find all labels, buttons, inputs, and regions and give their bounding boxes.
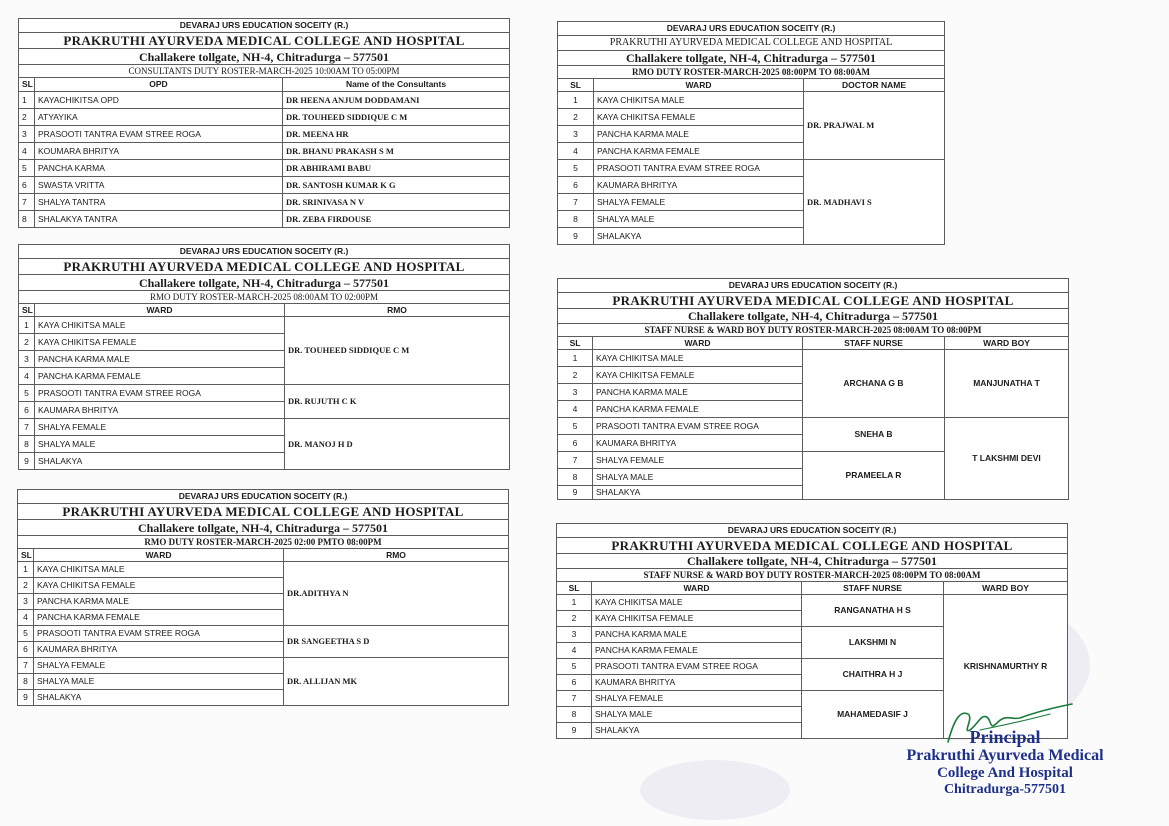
row-sl: 3	[557, 627, 592, 643]
row-sl: 2	[558, 109, 594, 126]
opd-name: SHALAKYA TANTRA	[35, 211, 283, 228]
opd-name: KOUMARA BHRITYA	[35, 143, 283, 160]
row-sl: 7	[18, 658, 34, 674]
ward-name: KAYA CHIKITSA FEMALE	[34, 578, 284, 594]
column-header-ward: WARD	[34, 549, 284, 562]
ward-name: SHALYA MALE	[594, 211, 804, 228]
row-sl: 5	[558, 418, 593, 435]
society-name: DEVARAJ URS EDUCATION SOCEITY (R.)	[18, 490, 509, 504]
college-name: PRAKRUTHI AYURVEDA MEDICAL COLLEGE AND HOSPITAL	[18, 504, 509, 520]
society-name: DEVARAJ URS EDUCATION SOCEITY (R.)	[557, 524, 1068, 538]
ward-name: KAYA CHIKITSA MALE	[593, 350, 803, 367]
college-name: PRAKRUTHI AYURVEDA MEDICAL COLLEGE AND HOSPITAL	[19, 259, 510, 275]
ward-name: KAYA CHIKITSA MALE	[594, 92, 804, 109]
staff-nurse-name: PRAMEELA R	[803, 452, 945, 500]
ward-name: SHALAKYA	[594, 228, 804, 245]
ward-name: KAUMARA BHRITYA	[594, 177, 804, 194]
staff-nurse-name: MAHAMEDASIF J	[802, 691, 944, 739]
ward-name: SHALAKYA	[35, 453, 285, 470]
rmo-name: DR. RUJUTH C K	[285, 385, 510, 419]
column-header-doctor-name: DOCTOR NAME	[804, 79, 945, 92]
ward-boy-name: MANJUNATHA T	[945, 350, 1069, 418]
ward-name: PANCHA KARMA MALE	[592, 627, 802, 643]
row-sl: 6	[19, 402, 35, 419]
ward-name: SHALAKYA	[593, 486, 803, 500]
column-header-sl: SL	[19, 78, 35, 92]
stamp-designation: Principal	[969, 727, 1041, 747]
column-header-opd: OPD	[35, 78, 283, 92]
opd-name: SHALYA TANTRA	[35, 194, 283, 211]
stamp-college: Prakruthi Ayurveda Medical	[906, 747, 1104, 765]
consultant-name: DR ABHIRAMI BABU	[283, 160, 510, 177]
ward-name: KAYA CHIKITSA MALE	[592, 595, 802, 611]
stamp-college-line2: College And Hospital	[937, 765, 1073, 782]
ward-name: PANCHA KARMA FEMALE	[34, 610, 284, 626]
column-header-sl: SL	[18, 549, 34, 562]
ward-name: SHALYA FEMALE	[594, 194, 804, 211]
row-sl: 8	[19, 211, 35, 228]
column-header-staff-nurse: STAFF NURSE	[803, 337, 945, 350]
row-sl: 5	[19, 385, 35, 402]
staff-nurse-name: SNEHA B	[803, 418, 945, 452]
row-sl: 2	[558, 367, 593, 384]
ward-name: PANCHA KARMA MALE	[594, 126, 804, 143]
ward-name: KAUMARA BHRITYA	[593, 435, 803, 452]
row-sl: 7	[19, 194, 35, 211]
opd-name: ATYAYIKA	[35, 109, 283, 126]
roster-title: RMO DUTY ROSTER-MARCH-2025 02:00 PMTO 08:00PM	[18, 536, 509, 549]
opd-name: PRASOOTI TANTRA EVAM STREE ROGA	[35, 126, 283, 143]
ward-name: KAUMARA BHRITYA	[592, 675, 802, 691]
college-name: PRAKRUTHI AYURVEDA MEDICAL COLLEGE AND HOSPITAL	[558, 293, 1069, 309]
consultant-name: DR. TOUHEED SIDDIQUE C M	[283, 109, 510, 126]
college-name: PRAKRUTHI AYURVEDA MEDICAL COLLEGE AND HOSPITAL	[19, 33, 510, 49]
row-sl: 6	[558, 177, 594, 194]
college-address: Challakere tollgate, NH-4, Chitradurga – 577501	[558, 309, 1069, 324]
society-name: DEVARAJ URS EDUCATION SOCEITY (R.)	[558, 279, 1069, 293]
ward-name: KAYA CHIKITSA FEMALE	[35, 334, 285, 351]
ward-name: KAUMARA BHRITYA	[34, 642, 284, 658]
row-sl: 1	[558, 92, 594, 109]
row-sl: 3	[558, 126, 594, 143]
row-sl: 7	[558, 452, 593, 469]
staff-nurse-name: ARCHANA G B	[803, 350, 945, 418]
roster-title: CONSULTANTS DUTY ROSTER-MARCH-2025 10:00AM TO 05:00PM	[19, 65, 510, 78]
rmo-name: DR. ALLIJAN MK	[284, 658, 509, 706]
ward-name: KAUMARA BHRITYA	[35, 402, 285, 419]
consultant-name: DR. SANTOSH KUMAR K G	[283, 177, 510, 194]
ward-name: PRASOOTI TANTRA EVAM STREE ROGA	[35, 385, 285, 402]
ward-name: KAYA CHIKITSA FEMALE	[592, 611, 802, 627]
ward-name: SHALYA MALE	[35, 436, 285, 453]
opd-name: PANCHA KARMA	[35, 160, 283, 177]
ward-name: PRASOOTI TANTRA EVAM STREE ROGA	[34, 626, 284, 642]
column-header-sl: SL	[19, 304, 35, 317]
rmo-name: DR. TOUHEED SIDDIQUE C M	[285, 317, 510, 385]
staff-day-roster-table	[557, 278, 1069, 500]
consultant-name: DR. SRINIVASA N V	[283, 194, 510, 211]
principal-stamp	[880, 727, 1130, 798]
row-sl: 1	[558, 350, 593, 367]
row-sl: 8	[19, 436, 35, 453]
college-name: PRAKRUTHI AYURVEDA MEDICAL COLLEGE AND HOSPITAL	[557, 538, 1068, 554]
college-address: Challakere tollgate, NH-4, Chitradurga – 577501	[19, 275, 510, 291]
column-header-ward: WARD	[593, 337, 803, 350]
ward-name: KAYA CHIKITSA MALE	[34, 562, 284, 578]
stamp-location: Chitradurga-577501	[943, 781, 1067, 797]
row-sl: 6	[19, 177, 35, 194]
rmo-name: DR SANGEETHA S D	[284, 626, 509, 658]
ward-name: PRASOOTI TANTRA EVAM STREE ROGA	[593, 418, 803, 435]
consultant-name: DR. MEENA HR	[283, 126, 510, 143]
ward-name: PRASOOTI TANTRA EVAM STREE ROGA	[592, 659, 802, 675]
ward-name: KAYA CHIKITSA FEMALE	[593, 367, 803, 384]
staff-nurse-name: LAKSHMI N	[802, 627, 944, 659]
roster-title: RMO DUTY ROSTER-MARCH-2025 08:00PM TO 08:00AM	[558, 66, 945, 79]
ward-boy-name: KRISHNAMURTHY R	[944, 595, 1068, 739]
ward-name: SHALYA FEMALE	[35, 419, 285, 436]
column-header-sl: SL	[558, 337, 593, 350]
doctor-name: DR. PRAJWAL M	[804, 92, 945, 160]
row-sl: 5	[18, 626, 34, 642]
opd-name: SWASTA VRITTA	[35, 177, 283, 194]
row-sl: 9	[558, 228, 594, 245]
row-sl: 4	[19, 143, 35, 160]
rmo-night-roster-table	[557, 21, 945, 245]
row-sl: 2	[19, 109, 35, 126]
roster-title: STAFF NURSE & WARD BOY DUTY ROSTER-MARCH-2025 08:00AM TO 08:00PM	[558, 324, 1069, 337]
ward-name: SHALYA MALE	[592, 707, 802, 723]
roster-title: RMO DUTY ROSTER-MARCH-2025 08:00AM TO 02:00PM	[19, 291, 510, 304]
society-name: DEVARAJ URS EDUCATION SOCEITY (R.)	[558, 22, 945, 36]
consultants-roster-table	[18, 18, 510, 228]
row-sl: 2	[19, 334, 35, 351]
column-header-rmo: RMO	[285, 304, 510, 317]
row-sl: 9	[19, 453, 35, 470]
rmo-afternoon-roster-table	[17, 489, 509, 706]
row-sl: 4	[558, 401, 593, 418]
row-sl: 3	[19, 126, 35, 143]
ward-name: PANCHA KARMA FEMALE	[593, 401, 803, 418]
column-header-ward: WARD	[592, 582, 802, 595]
ward-name: SHALYA MALE	[34, 674, 284, 690]
rmo-morning-roster-table	[18, 244, 510, 470]
ward-name: PRASOOTI TANTRA EVAM STREE ROGA	[594, 160, 804, 177]
staff-nurse-name: RANGANATHA H S	[802, 595, 944, 627]
row-sl: 5	[558, 160, 594, 177]
row-sl: 8	[558, 211, 594, 228]
doctor-name: DR. MADHAVI S	[804, 160, 945, 245]
staff-nurse-name: CHAITHRA H J	[802, 659, 944, 691]
row-sl: 5	[557, 659, 592, 675]
row-sl: 6	[18, 642, 34, 658]
ward-name: PANCHA KARMA MALE	[34, 594, 284, 610]
row-sl: 8	[18, 674, 34, 690]
row-sl: 2	[18, 578, 34, 594]
row-sl: 7	[557, 691, 592, 707]
row-sl: 4	[18, 610, 34, 626]
ward-name: PANCHA KARMA MALE	[593, 384, 803, 401]
ward-name: KAYA CHIKITSA MALE	[35, 317, 285, 334]
row-sl: 5	[19, 160, 35, 177]
row-sl: 1	[18, 562, 34, 578]
row-sl: 3	[18, 594, 34, 610]
column-header-ward-boy: WARD BOY	[944, 582, 1068, 595]
opd-name: KAYACHIKITSA OPD	[35, 92, 283, 109]
rmo-name: DR.ADITHYA N	[284, 562, 509, 626]
ward-name: SHALYA MALE	[593, 469, 803, 486]
row-sl: 1	[19, 317, 35, 334]
consultant-name: DR. ZEBA FIRDOUSE	[283, 211, 510, 228]
column-header-staff-nurse: STAFF NURSE	[802, 582, 944, 595]
row-sl: 8	[558, 469, 593, 486]
ward-name: KAYA CHIKITSA FEMALE	[594, 109, 804, 126]
row-sl: 6	[557, 675, 592, 691]
row-sl: 9	[18, 690, 34, 706]
ink-smudge	[640, 760, 790, 820]
ward-boy-name: T LAKSHMI DEVI	[945, 418, 1069, 500]
ward-name: SHALAKYA	[34, 690, 284, 706]
row-sl: 4	[557, 643, 592, 659]
ward-name: SHALAKYA	[592, 723, 802, 739]
row-sl: 1	[19, 92, 35, 109]
rmo-name: DR. MANOJ H D	[285, 419, 510, 470]
column-header-ward: WARD	[594, 79, 804, 92]
consultant-name: DR HEENA ANJUM DODDAMANI	[283, 92, 510, 109]
column-header-ward: WARD	[35, 304, 285, 317]
college-name: PRAKRUTHI AYURVEDA MEDICAL COLLEGE AND HOSPITAL	[558, 36, 945, 51]
row-sl: 9	[557, 723, 592, 739]
column-header-sl: SL	[557, 582, 592, 595]
consultant-name: DR. BHANU PRAKASH S M	[283, 143, 510, 160]
row-sl: 7	[19, 419, 35, 436]
column-header-rmo: RMO	[284, 549, 509, 562]
row-sl: 7	[558, 194, 594, 211]
row-sl: 8	[557, 707, 592, 723]
ward-name: SHALYA FEMALE	[34, 658, 284, 674]
society-name: DEVARAJ URS EDUCATION SOCEITY (R.)	[19, 245, 510, 259]
ward-name: PANCHA KARMA FEMALE	[592, 643, 802, 659]
college-address: Challakere tollgate, NH-4, Chitradurga – 577501	[19, 49, 510, 65]
roster-title: STAFF NURSE & WARD BOY DUTY ROSTER-MARCH-2025 08:00PM TO 08:00AM	[557, 569, 1068, 582]
column-header-ward-boy: WARD BOY	[945, 337, 1069, 350]
column-header-consultant: Name of the Consultants	[283, 78, 510, 92]
ward-name: PANCHA KARMA FEMALE	[594, 143, 804, 160]
row-sl: 4	[19, 368, 35, 385]
society-name: DEVARAJ URS EDUCATION SOCEITY (R.)	[19, 19, 510, 33]
row-sl: 3	[558, 384, 593, 401]
ward-name: PANCHA KARMA FEMALE	[35, 368, 285, 385]
row-sl: 1	[557, 595, 592, 611]
ward-name: PANCHA KARMA MALE	[35, 351, 285, 368]
college-address: Challakere tollgate, NH-4, Chitradurga – 577501	[558, 51, 945, 66]
row-sl: 3	[19, 351, 35, 368]
college-address: Challakere tollgate, NH-4, Chitradurga – 577501	[18, 520, 509, 536]
row-sl: 2	[557, 611, 592, 627]
row-sl: 6	[558, 435, 593, 452]
row-sl: 9	[558, 486, 593, 500]
college-address: Challakere tollgate, NH-4, Chitradurga – 577501	[557, 554, 1068, 569]
row-sl: 4	[558, 143, 594, 160]
ward-name: SHALYA FEMALE	[593, 452, 803, 469]
ward-name: SHALYA FEMALE	[592, 691, 802, 707]
column-header-sl: SL	[558, 79, 594, 92]
